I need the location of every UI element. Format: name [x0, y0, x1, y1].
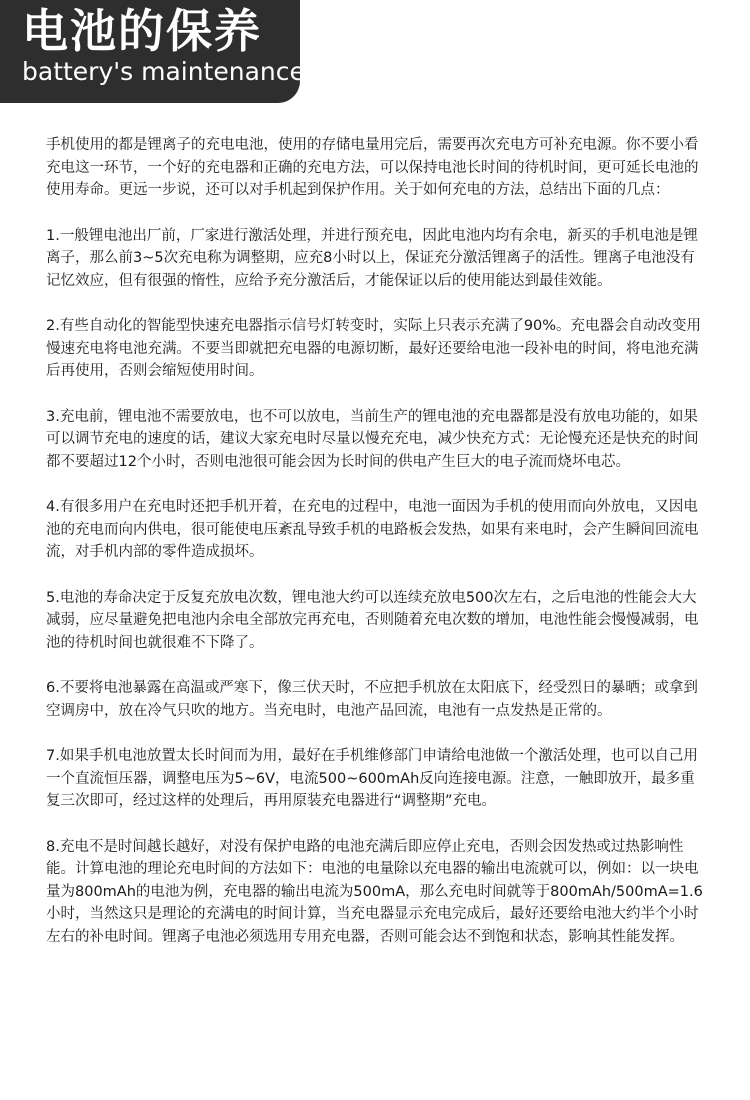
tip-paragraph-7: 7.如果手机电池放置太长时间而为用，最好在手机维修部门申请给电池做一个激活处理，也可以自己用一个直流恒压器，调整电压为5~6V，电流500~600mAh反向连接电源。注意，一触即放开，最多重复三次即可，经过这样的处理后，再用原装充电器进行“调整期”充电。 — [46, 748, 698, 809]
tip-paragraph-5: 5.电池的寿命决定于反复充放电次数，锂电池大约可以连续充放电500次左右，之后电池的性能会大大减弱，应尽量避免把电池内余电全部放完再充电，否则随着充电次数的增加，电池性能会慢慢减弱，电池的待机时间也就很难不下降了。 — [46, 589, 699, 651]
tip-paragraph-3: 3.充电前，锂电池不需要放电，也不可以放电，当前生产的锂电池的充电器都是没有放电功能的，如果可以调节充电的速度的话，建议大家充电时尽量以慢充充电，减少快充方式：无论慢充还是快充的时间都不要超过12个小时，否则电池很可能会因为长时间的供电产生巨大的电子流而烧坏电芯。 — [46, 408, 699, 470]
tip-paragraph-6: 6.不要将电池暴露在高温或严寒下，像三伏天时，不应把手机放在太阳底下，经受烈日的暴晒；或拿到空调房中，放在冷气只吹的地方。当充电时，电池产品回流，电池有一点发热是正常的。 — [46, 680, 698, 719]
tip-paragraph-8: 8.充电不是时间越长越好，对没有保护电路的电池充满后即应停止充电，否则会因发热或过热影响性能。计算电池的理论充电时间的方法如下：电池的电量除以充电器的输出电流就可以，例如：以一块电量为800mAh的电池为例，充电器的输出电流为500mA，那么充电时间就等于800mAh/500mA=1.6小时，当然这只是理论的充满电的时间计算，当充电器显示充电完成后，最好还要给电池大约半个小时左右的补电时间。锂离子电池必须选用专用充电器，否则可能会达不到饱和状态，影响其性能发挥。 — [46, 838, 703, 945]
page-subtitle: battery's maintenance — [22, 57, 305, 86]
tip-paragraph-1: 1.一般锂电池出厂前，厂家进行激活处理，并进行预充电，因此电池内均有余电，新买的手机电池是锂离子，那么前3~5次充电称为调整期，应充8小时以上，保证充分激活锂离子的活性。锂离子电池没有记忆效应，但有很强的惰性，应给予充分激活后，才能保证以后的使用能达到最佳效能。 — [46, 227, 698, 289]
tip-paragraph-4: 4.有很多用户在充电时还把手机开着，在充电的过程中，电池一面因为手机的使用而向外放电，又因电池的充电而向内供电，很可能使电压紊乱导致手机的电路板会发热，如果有来电时，会产生瞬间回流电流，对手机内部的零件造成损坏。 — [46, 499, 699, 560]
article-body — [46, 134, 706, 971]
page-title: 电池的保养 — [22, 4, 262, 58]
header-banner — [0, 0, 305, 103]
tip-paragraph-2: 2.有些自动化的智能型快速充电器指示信号灯转变时，实际上只表示充满了90%。充电器会自动改变用慢速充电将电池充满。不要当即就把充电器的电源切断，最好还要给电池一段补电的时间，将电池充满后再使用，否则会缩短使用时间。 — [46, 318, 702, 379]
intro-paragraph: 手机使用的都是锂离子的充电电池，使用的存储电量用完后，需要再次充电方可补充电源。你不要小看充电这一环节，一个好的充电器和正确的充电方法，可以保持电池长时间的待机时间，更可延长电池的使用寿命。更远一步说，还可以对手机起到保护作用。关于如何充电的方法，总结出下面的几点： — [46, 137, 699, 198]
